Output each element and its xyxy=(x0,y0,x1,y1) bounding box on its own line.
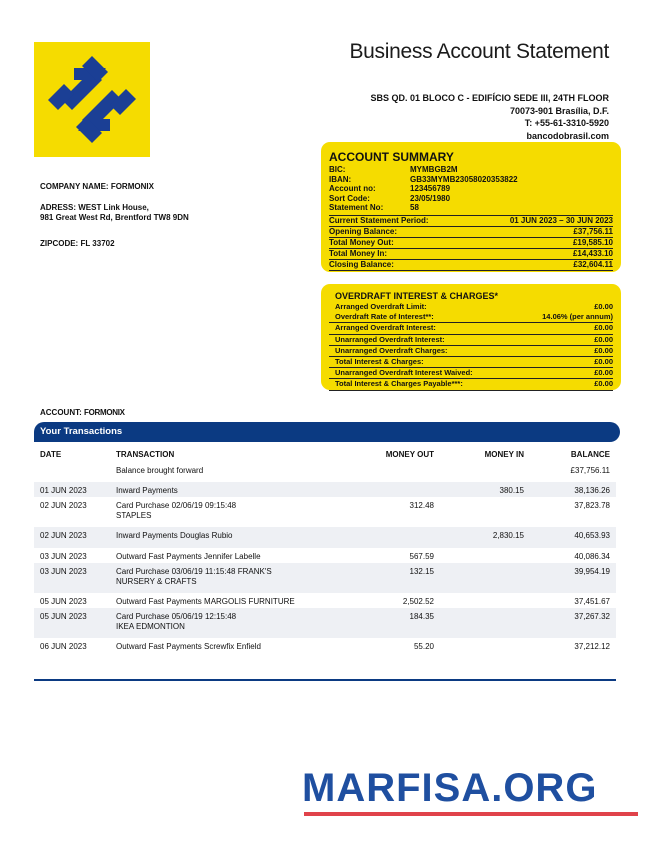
overdraft-row xyxy=(329,379,613,390)
row-transaction-text: Card Purchase 05/06/19 12:15:48 IKEA EDMONTION xyxy=(116,612,237,631)
table-row xyxy=(34,638,616,658)
summary-detail-value: 23/05/1980 xyxy=(410,193,451,203)
company-address-line1: ADRESS: WEST Link House, xyxy=(40,203,149,212)
row-money-in: 380.15 xyxy=(499,486,524,495)
table-row xyxy=(34,462,616,482)
row-money-in: 2,830.15 xyxy=(492,531,524,540)
bank-address-line: 70073-901 Brasília, D.F. xyxy=(509,105,609,116)
row-transaction xyxy=(116,466,344,476)
row-balance: 37,451.67 xyxy=(574,597,610,606)
row-transaction-text: Inward Payments xyxy=(116,486,178,495)
summary-line-value: £32,604.11 xyxy=(573,259,613,269)
transactions-table xyxy=(34,446,616,658)
overdraft-row xyxy=(329,346,613,357)
row-transaction xyxy=(116,642,344,652)
row-date: 01 JUN 2023 xyxy=(40,486,87,495)
overdraft-row xyxy=(329,312,613,323)
summary-detail-row xyxy=(329,203,613,213)
summary-detail-label: IBAN: xyxy=(329,174,352,184)
overdraft-row xyxy=(329,368,613,379)
overdraft-value: £0.00 xyxy=(594,345,613,355)
row-date: 06 JUN 2023 xyxy=(40,642,87,651)
overdraft-label: Overdraft Rate of Interest**: xyxy=(335,312,434,322)
watermark xyxy=(302,766,638,820)
row-transaction-text: Outward Fast Payments MARGOLIS FURNITURE xyxy=(116,597,295,606)
table-row xyxy=(34,482,616,497)
overdraft-label: Unarranged Overdraft Charges: xyxy=(335,345,448,355)
row-date: 03 JUN 2023 xyxy=(40,567,87,576)
company-block xyxy=(40,182,189,249)
summary-detail-label: Sort Code: xyxy=(329,193,370,203)
summary-line-value: £37,756.11 xyxy=(573,226,613,236)
table-row xyxy=(34,563,616,593)
summary-detail-value: MYMBGB2M xyxy=(410,165,458,174)
overdraft-value: £0.00 xyxy=(594,323,613,333)
table-row xyxy=(34,548,616,563)
row-money-out: 2,502.52 xyxy=(402,597,434,606)
row-transaction xyxy=(116,567,344,587)
summary-line-value: £19,585.10 xyxy=(572,237,613,247)
overdraft-value: 14.06% (per annum) xyxy=(542,312,613,322)
summary-detail-row xyxy=(329,184,613,194)
account-summary-box xyxy=(321,142,621,272)
statement-title: Business Account Statement xyxy=(349,40,609,63)
table-footer-rule xyxy=(34,679,616,681)
summary-detail-row xyxy=(329,194,613,204)
overdraft-row xyxy=(329,357,613,368)
row-balance: £37,756.11 xyxy=(570,466,610,475)
table-row xyxy=(34,497,616,527)
row-balance: 37,212.12 xyxy=(574,642,610,651)
row-date: 05 JUN 2023 xyxy=(40,612,87,621)
row-money-out: 55.20 xyxy=(413,642,434,651)
row-transaction-text: Balance brought forward xyxy=(116,466,204,475)
row-date: 05 JUN 2023 xyxy=(40,597,87,606)
row-date: 03 JUN 2023 xyxy=(40,552,87,561)
overdraft-row xyxy=(329,302,613,312)
row-date: 02 JUN 2023 xyxy=(40,501,87,510)
summary-line-value: £14,433.10 xyxy=(572,248,613,258)
table-row xyxy=(34,593,616,608)
overdraft-row xyxy=(329,335,613,346)
summary-line-label: Current Statement Period: xyxy=(329,215,429,225)
row-balance: 38,136.26 xyxy=(574,486,610,495)
overdraft-label: Unarranged Overdraft Interest Waived: xyxy=(335,368,473,378)
company-address-line2: 981 Great West Rd, Brentford TW8 9DN xyxy=(40,213,189,222)
account-name: FORMONIX xyxy=(84,408,125,417)
bank-logo-icon xyxy=(34,42,150,157)
row-transaction xyxy=(116,552,344,562)
summary-line-label: Closing Balance: xyxy=(329,259,394,269)
row-balance: 40,653.93 xyxy=(574,531,610,540)
summary-detail-row xyxy=(329,165,613,175)
row-transaction xyxy=(116,612,344,632)
summary-detail-label: Statement No: xyxy=(329,203,384,213)
summary-line-row xyxy=(329,248,613,259)
overdraft-box xyxy=(321,284,621,390)
row-balance: 37,823.78 xyxy=(574,501,610,510)
row-transaction xyxy=(116,486,344,496)
summary-detail-label: BIC: xyxy=(329,165,346,174)
row-date: 02 JUN 2023 xyxy=(40,531,87,540)
row-money-out: 312.48 xyxy=(409,501,434,510)
row-transaction-text: Card Purchase 03/06/19 11:15:48 FRANK'S NURSERY & CRAFTS xyxy=(116,567,272,586)
summary-line-value: 01 JUN 2023 – 30 JUN 2023 xyxy=(509,215,613,225)
bank-logo xyxy=(34,42,150,157)
summary-line-label: Total Money Out: xyxy=(329,237,394,247)
column-date: DATE xyxy=(40,449,62,459)
row-money-out: 184.35 xyxy=(409,612,434,621)
summary-detail-label: Account no: xyxy=(329,184,376,194)
row-money-out: 567.59 xyxy=(409,552,434,561)
bank-website: bancodobrasil.com xyxy=(526,130,609,141)
company-name: COMPANY NAME: FORMONIX xyxy=(40,182,154,191)
summary-line-row xyxy=(329,226,613,237)
row-transaction-text: Card Purchase 02/06/19 09:15:48 STAPLES xyxy=(116,501,237,520)
summary-detail-value: 58 xyxy=(410,203,419,213)
transactions-column-headers xyxy=(34,446,616,462)
watermark-text: MARFISA.ORG xyxy=(302,766,598,810)
table-row xyxy=(34,527,616,548)
summary-detail-value: 123456789 xyxy=(410,184,451,194)
summary-line-label: Opening Balance: xyxy=(329,226,398,236)
row-transaction xyxy=(116,597,344,607)
account-label xyxy=(40,408,125,417)
column-transaction: TRANSACTION xyxy=(116,449,175,459)
summary-detail-row xyxy=(329,175,613,185)
row-transaction-text: Outward Fast Payments Screwfix Enfield xyxy=(116,642,261,651)
summary-line-label: Total Money In: xyxy=(329,248,388,258)
overdraft-value: £0.00 xyxy=(594,334,613,344)
overdraft-label: Arranged Overdraft Interest: xyxy=(335,323,436,333)
summary-line-row xyxy=(329,237,613,248)
overdraft-label: Total Interest & Charges: xyxy=(335,357,424,367)
bank-address xyxy=(370,92,609,142)
overdraft-label: Arranged Overdraft Limit: xyxy=(335,302,427,311)
row-transaction xyxy=(116,501,344,521)
overdraft-row xyxy=(329,323,613,334)
bank-phone: T: +55-61-3310-5920 xyxy=(524,118,609,128)
overdraft-value: £0.00 xyxy=(594,368,613,378)
row-balance: 37,267.32 xyxy=(574,612,610,621)
bank-address-line: SBS QD. 01 BLOCO C - EDIFÍCIO SEDE III, 24TH FLOOR xyxy=(370,93,609,103)
overdraft-value: £0.00 xyxy=(594,379,613,389)
column-money-in: MONEY IN xyxy=(484,449,524,459)
overdraft-value: £0.00 xyxy=(594,302,613,311)
summary-detail-value: GB33MYMB23058020353822 xyxy=(410,174,518,184)
watermark-underline xyxy=(304,812,638,816)
table-row xyxy=(34,608,616,638)
overdraft-label: Unarranged Overdraft Interest: xyxy=(335,334,445,344)
row-balance: 39,954.19 xyxy=(574,567,610,576)
overdraft-label: Total Interest & Charges Payable***: xyxy=(335,379,463,389)
overdraft-title: OVERDRAFT INTEREST & CHARGES* xyxy=(335,291,499,301)
column-money-out: MONEY OUT xyxy=(385,449,434,459)
account-label-prefix: ACCOUNT: xyxy=(40,408,84,417)
transactions-header: Your Transactions xyxy=(34,422,620,442)
column-balance: BALANCE xyxy=(570,449,610,459)
row-money-out: 132.15 xyxy=(409,567,434,576)
overdraft-value: £0.00 xyxy=(594,357,613,367)
company-zipcode: ZIPCODE: FL 33702 xyxy=(40,239,115,248)
row-transaction-text: Outward Fast Payments Jennifer Labelle xyxy=(116,552,261,561)
summary-line-row xyxy=(329,259,613,271)
row-transaction xyxy=(116,531,344,541)
row-balance: 40,086.34 xyxy=(574,552,610,561)
account-summary-title: ACCOUNT SUMMARY xyxy=(329,150,454,164)
row-transaction-text: Inward Payments Douglas Rubio xyxy=(116,531,233,540)
summary-line-row xyxy=(329,215,613,226)
